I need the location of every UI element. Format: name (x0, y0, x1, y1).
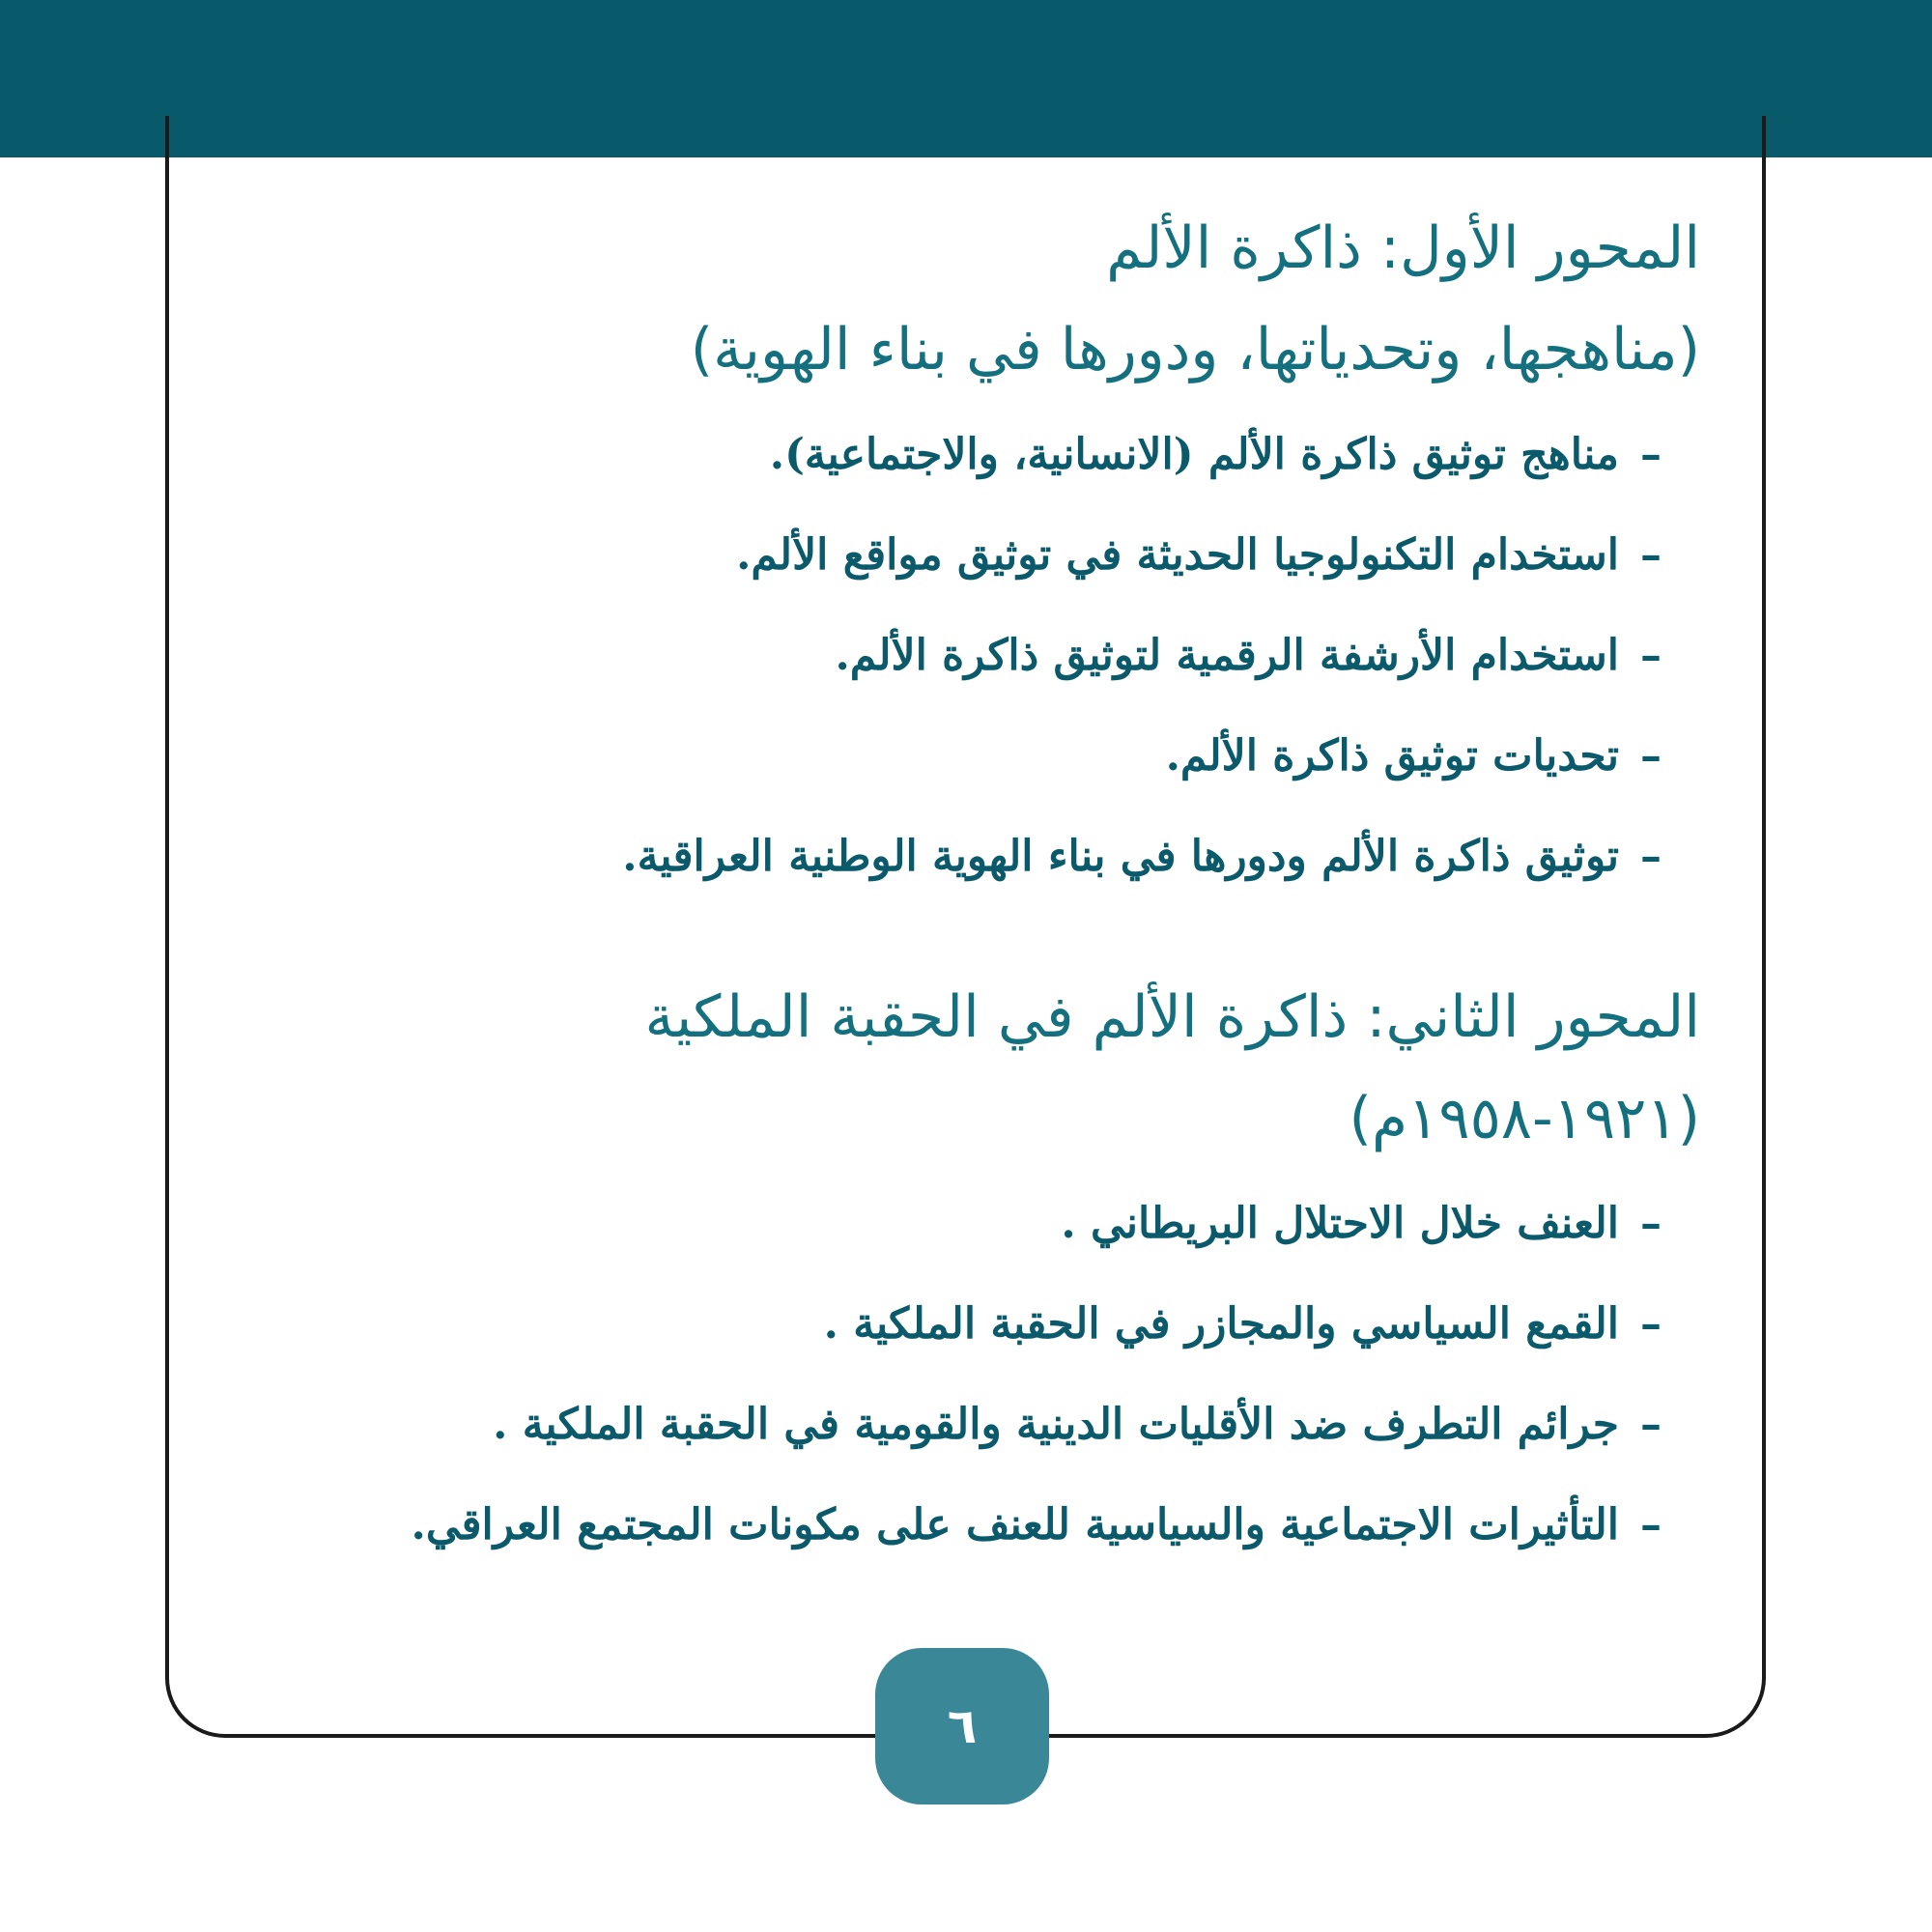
bullet-dash: – (1640, 1299, 1662, 1349)
section-two-list (251, 1174, 1700, 1576)
list-item (251, 706, 1662, 807)
list-item-text: القمع السياسي والمجازر في الحقبة الملكية . (823, 1299, 1619, 1349)
list-item-text: جرائم التطرف ضد الأقليات الدينية والقومية في الحقبة الملكية . (493, 1400, 1619, 1449)
list-item-text: التأثيرات الاجتماعية والسياسية للعنف على مكونات المجتمع العراقي. (411, 1500, 1619, 1549)
list-item-text: العنف خلال الاحتلال البريطاني . (1061, 1199, 1619, 1248)
list-item (251, 1274, 1662, 1375)
section-one-subtitle: (مناهجها، وتحدياتها، ودورها في بناء الهوية) (690, 316, 1700, 384)
content-area (251, 198, 1700, 1599)
section-one (251, 198, 1700, 907)
list-item-text: مناهج توثيق ذاكرة الألم (الانسانية، والاجتماعية). (769, 430, 1619, 479)
bullet-dash: – (1640, 1400, 1662, 1449)
list-item (251, 1174, 1662, 1274)
list-item-text: توثيق ذاكرة الألم ودورها في بناء الهوية الوطنية العراقية. (622, 832, 1619, 881)
list-item (251, 1475, 1662, 1576)
page-number: ٦ (947, 1698, 978, 1754)
list-item-text: تحديات توثيق ذاكرة الألم. (1165, 731, 1619, 781)
list-item (251, 606, 1662, 706)
list-item (251, 505, 1662, 606)
bullet-dash: – (1640, 731, 1662, 781)
list-item-text: استخدام التكنولوجيا الحديثة في توثيق مواقع الألم. (736, 530, 1619, 580)
bullet-dash: – (1640, 430, 1662, 479)
section-one-list (251, 405, 1700, 907)
section-two-title: المحور الثاني: ذاكرة الألم في الحقبة الملكية (644, 983, 1700, 1051)
bullet-dash: – (1640, 530, 1662, 580)
list-item (251, 807, 1662, 907)
section-two (251, 967, 1700, 1576)
list-item (251, 1375, 1662, 1475)
page-number-badge (875, 1648, 1049, 1804)
section-one-title: المحور الأول: ذاكرة الألم (1106, 214, 1700, 282)
bullet-dash: – (1640, 1199, 1662, 1248)
bullet-dash: – (1640, 1500, 1662, 1549)
section-two-subtitle: (١٩٢١-١٩٥٨م) (1349, 1085, 1700, 1152)
list-item-text: استخدام الأرشفة الرقمية لتوثيق ذاكرة الألم. (835, 631, 1619, 680)
list-item (251, 405, 1662, 505)
bullet-dash: – (1640, 631, 1662, 680)
bullet-dash: – (1640, 832, 1662, 881)
